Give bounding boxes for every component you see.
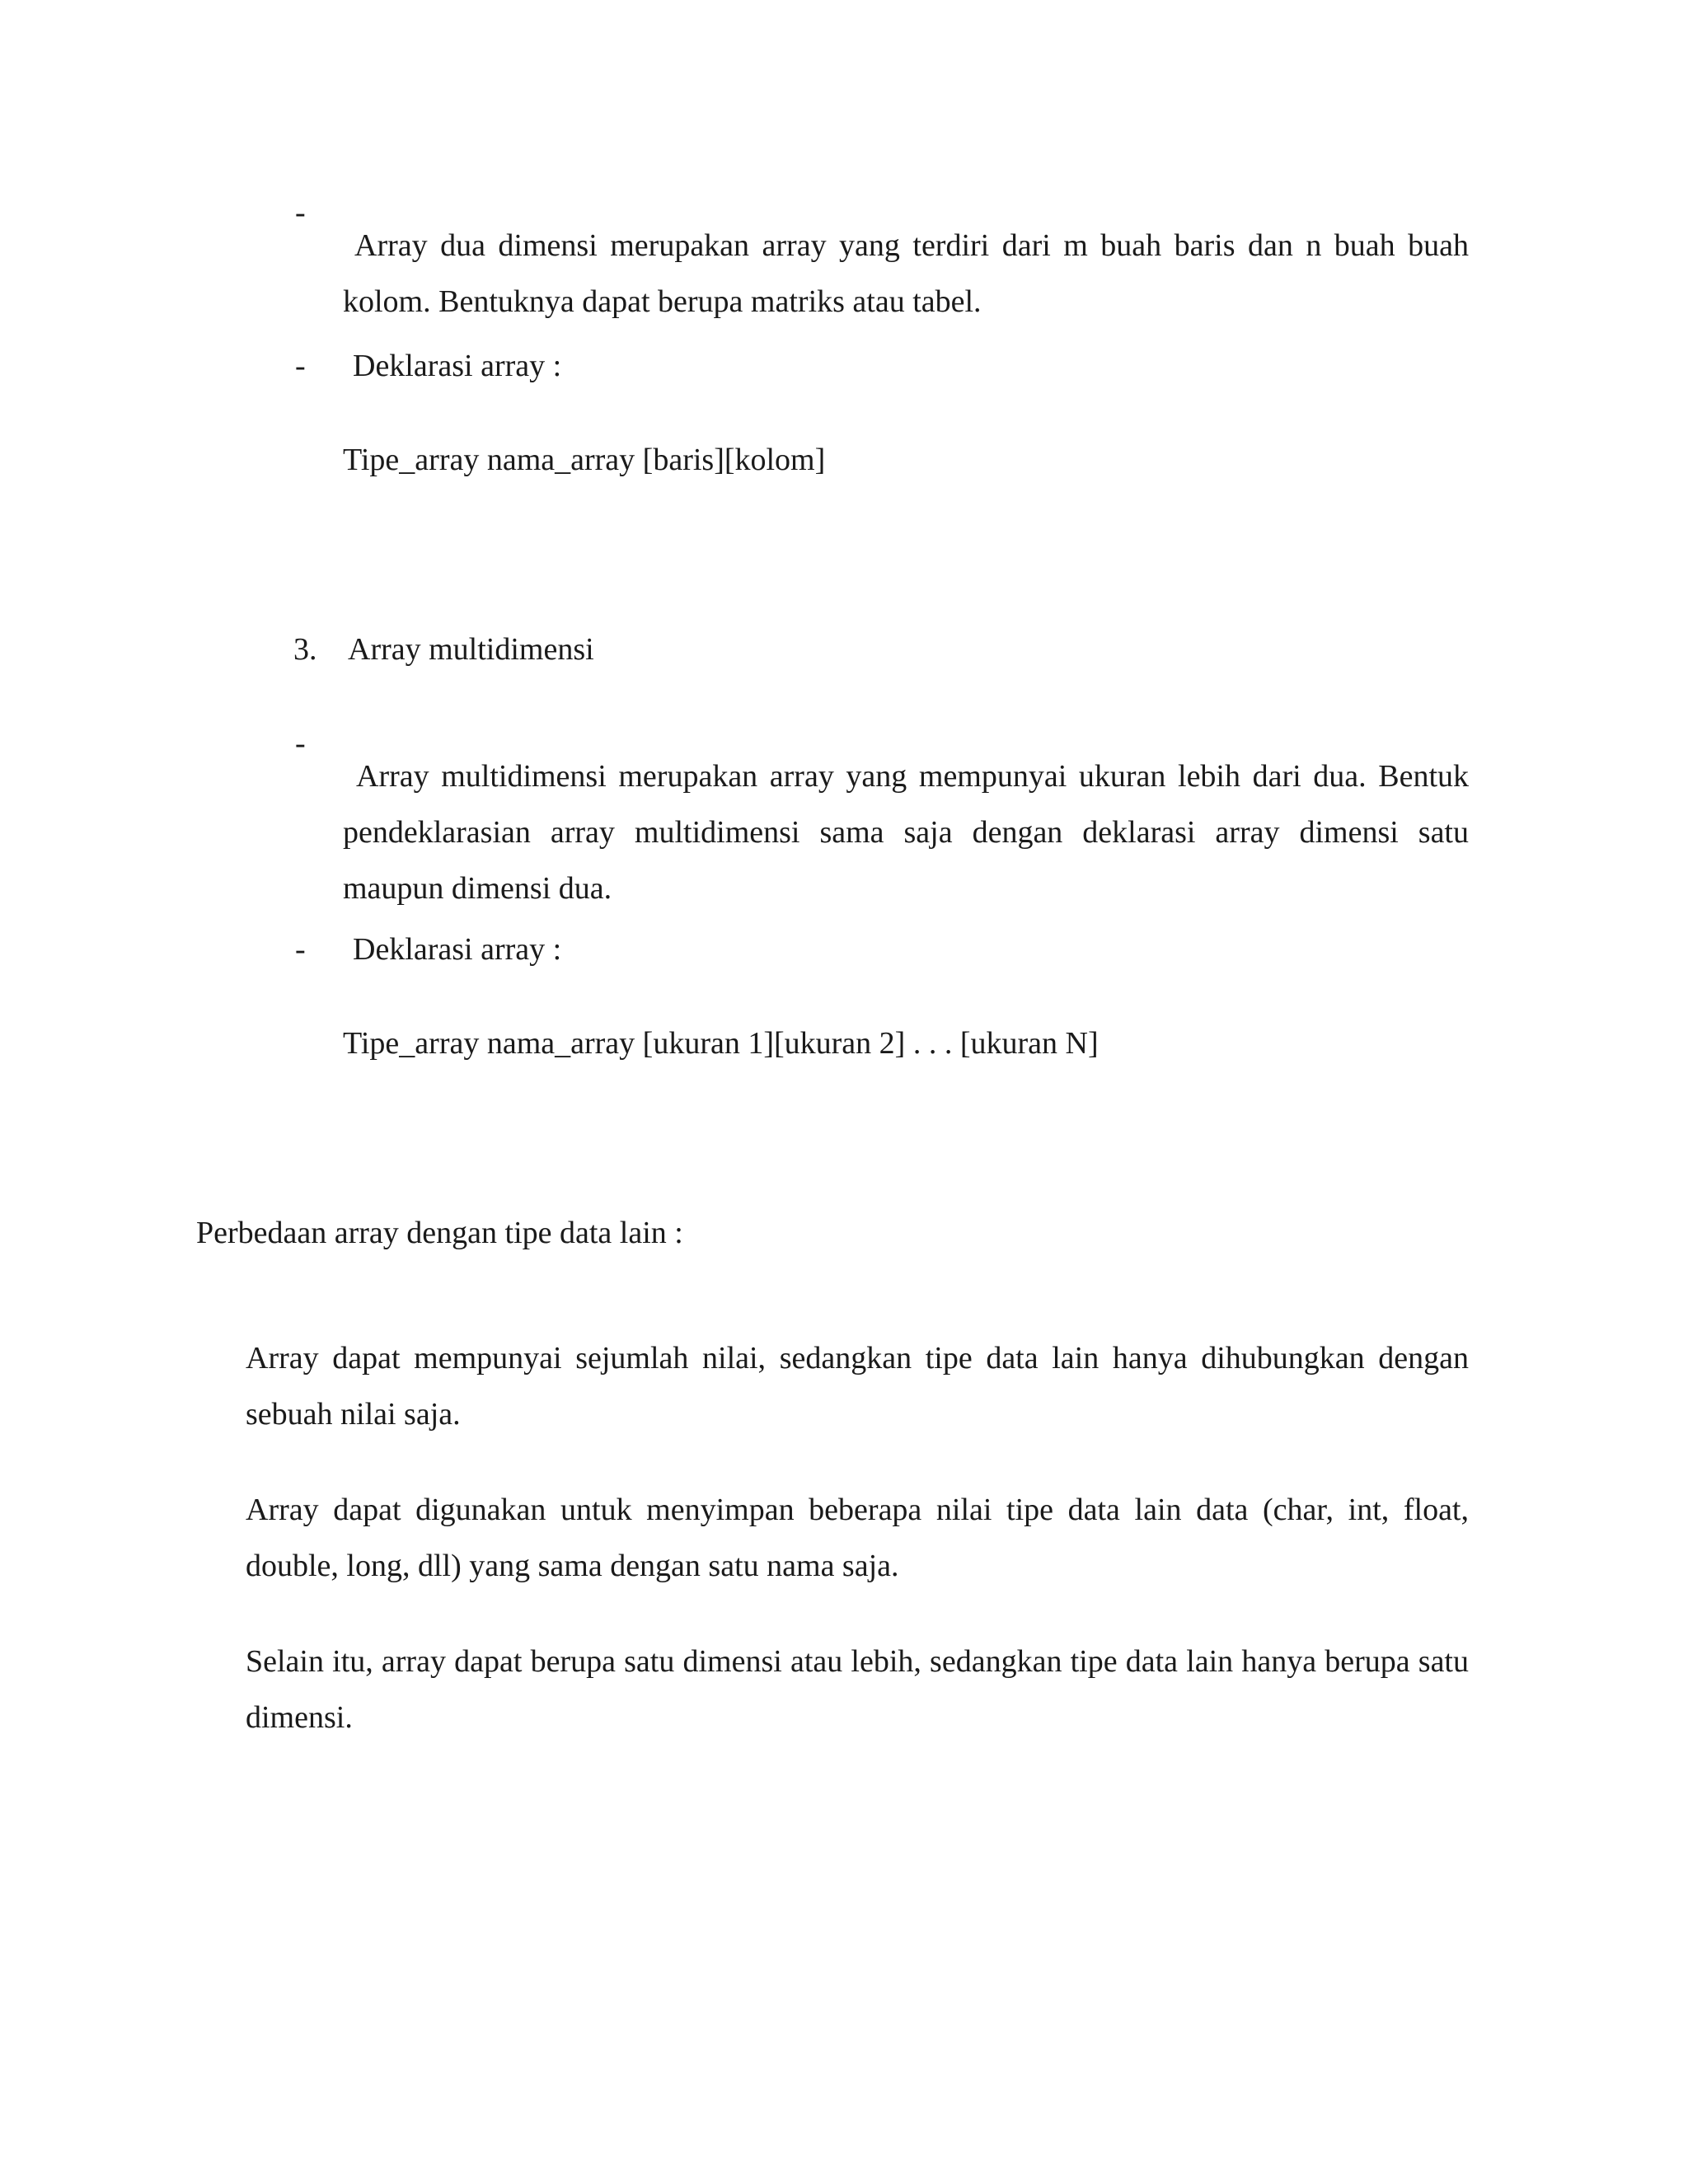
list-number: 3. [293, 632, 317, 667]
bullet-marker: - [295, 932, 306, 967]
differences-paragraph: Array dapat mempunyai sejumlah nilai, sedangkan tipe data lain hanya dihubungkan dengan sebuah nilai saja. [246, 1341, 1469, 1432]
bullet-text-declaration: Deklarasi array : [353, 349, 562, 383]
code-declaration-2d: Tipe_array nama_array [baris][kolom] [343, 443, 826, 477]
bullet-text-multidimensional: Array multidimensi merupakan array yang mempunyai ukuran lebih dari dua. Bentuk pendeklarasian array multidimensi sama saja dengan deklarasi array dimensi satu maupun dimensi dua. [343, 759, 1469, 906]
bullet-marker: - [295, 349, 306, 383]
differences-heading: Perbedaan array dengan tipe data lain : [196, 1216, 683, 1250]
bullet-text-two-dimensional: Array dua dimensi merupakan array yang terdiri dari m buah baris dan n buah buah kolom. Bentuknya dapat berupa matriks atau tabel. [343, 228, 1469, 319]
bullet-marker: - [295, 726, 306, 761]
code-declaration-multidimensional: Tipe_array nama_array [ukuran 1][ukuran 2] . . . [ukuran N] [343, 1026, 1099, 1061]
differences-paragraph: Array dapat digunakan untuk menyimpan beberapa nilai tipe data lain data (char, int, float, double, long, dll) yang sama dengan satu nama saja. [246, 1493, 1469, 1583]
bullet-text-declaration: Deklarasi array : [353, 932, 562, 967]
bullet-marker: - [295, 195, 306, 230]
differences-paragraph: Selain itu, array dapat berupa satu dimensi atau lebih, sedangkan tipe data lain hanya berupa satu dimensi. [246, 1644, 1469, 1735]
section-heading-multidimensional: Array multidimensi [348, 632, 594, 667]
